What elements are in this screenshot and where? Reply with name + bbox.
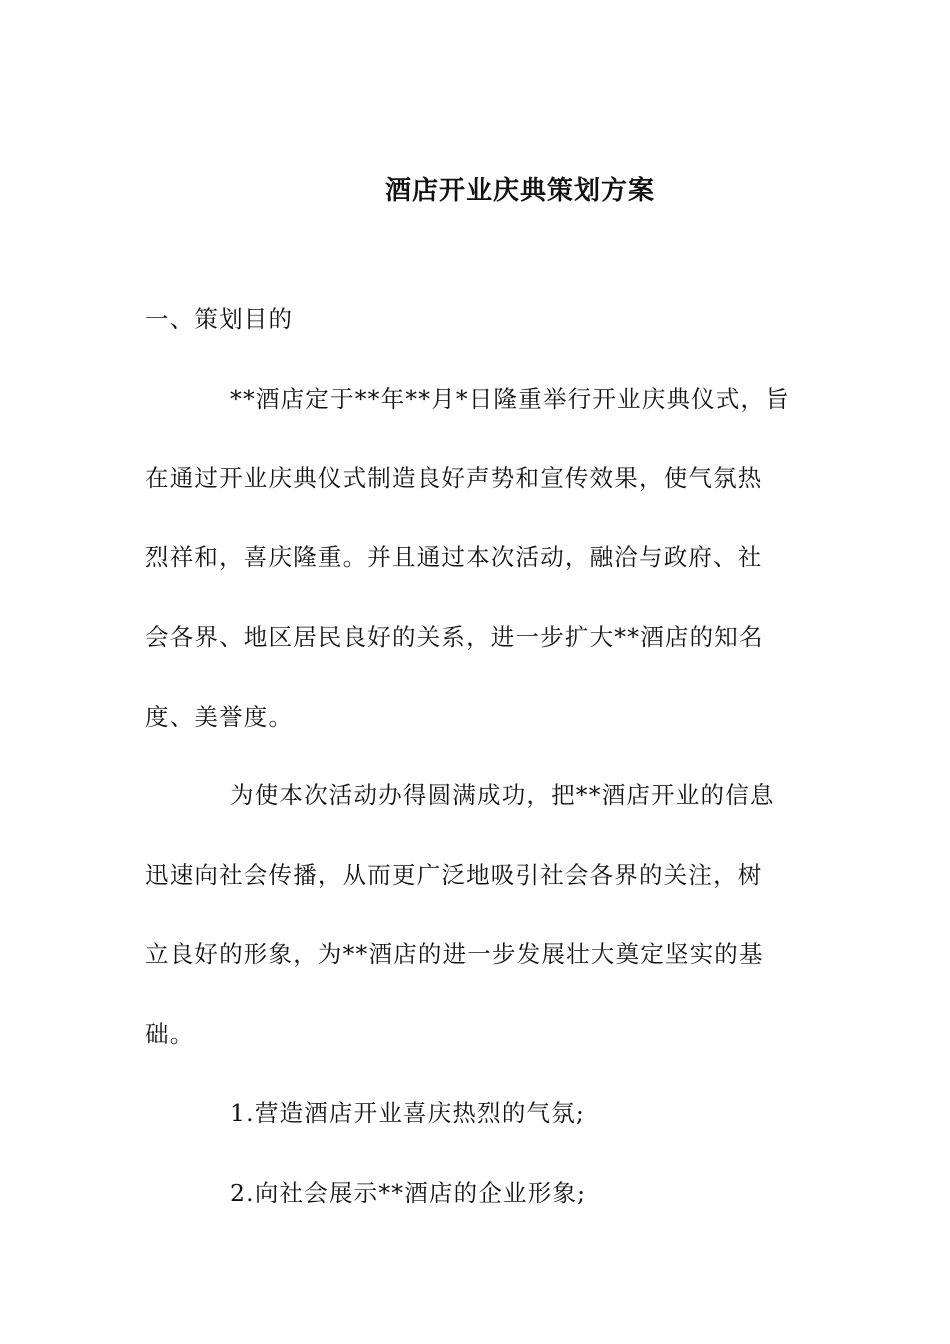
paragraph-2-line-4: 础。 [145,1020,195,1048]
paragraph-2-line-3: 立良好的形象，为**酒店的进一步发展壮大奠定坚实的基 [145,940,764,968]
paragraph-1-line-2: 在通过开业庆典仪式制造良好声势和宣传效果，使气氛热 [145,464,763,492]
section-heading: 一、策划目的 [145,305,294,333]
list-item: 1.营造酒店开业喜庆热烈的气氛; [230,1099,586,1127]
paragraph-1-line-5: 度、美誉度。 [145,703,294,731]
paragraph-2-line-1: 为使本次活动办得圆满成功，把**酒店开业的信息 [230,781,775,809]
document-title: 酒店开业庆典策划方案 [384,176,655,206]
paragraph-1-line-4: 会各界、地区居民良好的关系，进一步扩大**酒店的知名 [145,623,764,651]
paragraph-2-line-2: 迅速向社会传播，从而更广泛地吸引社会各界的关注，树 [145,861,763,889]
paragraph-1-line-3: 烈祥和，喜庆隆重。并且通过本次活动，融洽与政府、社 [145,543,763,571]
list-item: 2.向社会展示**酒店的企业形象; [230,1179,587,1207]
paragraph-1-line-1: **酒店定于**年**月*日隆重举行开业庆典仪式，旨 [230,385,790,413]
